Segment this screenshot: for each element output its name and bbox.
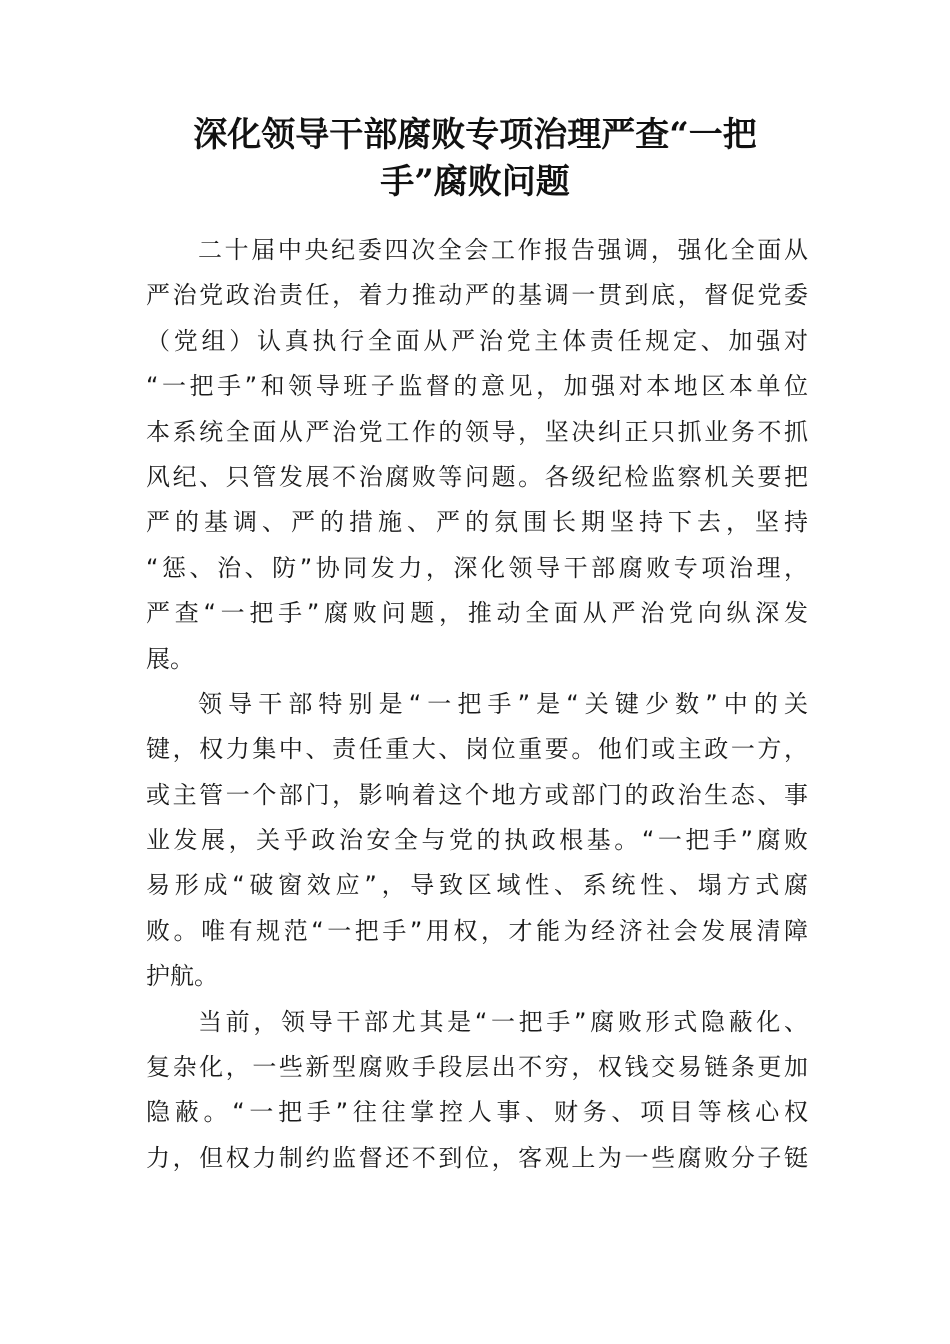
title-line-2: 手”腐败问题 xyxy=(380,162,570,202)
body-text-line: “惩、治、防”协同发力，深化领导干部腐败专项治理， xyxy=(146,553,808,582)
body-text-line: 严查“一把手”腐败问题，推动全面从严治党向纵深发 xyxy=(146,599,808,628)
body-text-line: 护航。 xyxy=(146,962,218,991)
body-text-line: 败。唯有规范“一把手”用权，才能为经济社会发展清障 xyxy=(146,916,808,945)
body-text-line: 展。 xyxy=(146,644,194,673)
body-text-line: 二十届中央纪委四次全会工作报告强调，强化全面从 xyxy=(198,236,808,264)
body-text-line: 当前，领导干部尤其是“一把手”腐败形式隐蔽化、 xyxy=(198,1007,808,1036)
title-line-1: 深化领导干部腐败专项治理严查“一把 xyxy=(193,115,757,155)
body-text-line: 风纪、只管发展不治腐败等问题。各级纪检监察机关要把 xyxy=(146,462,808,491)
body-text-line: 或主管一个部门，影响着这个地方或部门的政治生态、事 xyxy=(146,780,808,809)
body-text-line: 严的基调、严的措施、严的氛围长期坚持下去，坚持 xyxy=(146,508,808,537)
body-text-line: 业发展，关乎政治安全与党的执政根基。“一把手”腐败 xyxy=(146,826,808,855)
body-text-line: 易形成“破窗效应”，导致区域性、系统性、塌方式腐 xyxy=(146,871,808,900)
body-text-line: 力，但权力制约监督还不到位，客观上为一些腐败分子铤 xyxy=(146,1143,808,1172)
body-text-line: “一把手”和领导班子监督的意见，加强对本地区本单位 xyxy=(146,372,808,401)
body-text-line: 复杂化，一些新型腐败手段层出不穷，权钱交易链条更加 xyxy=(146,1053,808,1082)
document-body xyxy=(146,228,808,1181)
body-text-line: （党组）认真执行全面从严治党主体责任规定、加强对 xyxy=(146,326,808,355)
body-text-line: 严治党政治责任，着力推动严的基调一贯到底，督促党委 xyxy=(146,281,808,310)
body-text-line: 隐蔽。“一把手”往往掌控人事、财务、项目等核心权 xyxy=(146,1098,808,1127)
body-text-line: 领导干部特别是“一把手”是“关键少数”中的关 xyxy=(198,689,808,718)
document-title xyxy=(150,112,800,206)
body-text-line: 键，权力集中、责任重大、岗位重要。他们或主政一方， xyxy=(146,735,808,764)
body-text-line: 本系统全面从严治党工作的领导，坚决纠正只抓业务不抓 xyxy=(146,417,808,446)
